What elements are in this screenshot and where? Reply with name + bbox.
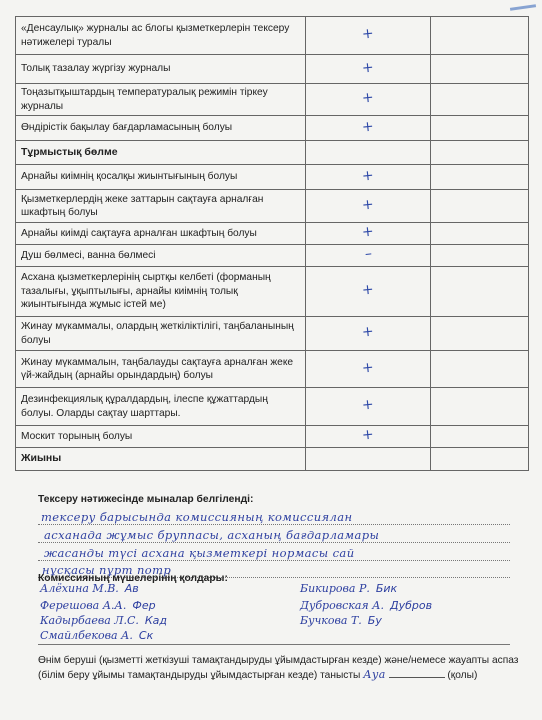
member-signature: Ск xyxy=(138,629,154,642)
member-signature: Ав xyxy=(124,582,139,595)
member-name: Ферешова А.А. xyxy=(40,599,127,612)
member-name: Смайлбекова А. xyxy=(40,629,133,642)
findings-rule xyxy=(38,524,510,525)
findings-handwritten-line: нұсқасы пұрт потр xyxy=(42,563,172,577)
check-mark: + xyxy=(361,223,375,241)
mark-cell xyxy=(306,448,431,471)
checklist-table xyxy=(15,16,529,471)
empty-cell xyxy=(431,84,529,116)
criterion-text: Жинау мүкаммалын, таңбалауды сақтауға арналған жеке үй-жайдың (арнайы орындардың) болуы xyxy=(16,351,306,388)
member-name: Алёхина М.В. xyxy=(40,582,119,595)
checklist-row xyxy=(16,55,529,84)
mark-cell xyxy=(306,245,431,267)
criterion-text: Дезинфекциялық құралдардың, ілеспе құжаттардың болуы. Оларды сақтау шарттары. xyxy=(16,388,306,426)
checklist-row xyxy=(16,165,529,190)
criterion-text: Асхана қызметкерлерінің сыртқы келбеті (форманың тазалығы, ұқыптылығы, арнайы киімнің толық жиынтығында жұмыс істей ме) xyxy=(16,267,306,317)
member-signature: Бик xyxy=(375,582,398,595)
criterion-text: Арнайы киімнің қосалқы жиынтығының болуы xyxy=(16,165,306,190)
mark-cell xyxy=(306,388,431,426)
findings-label: Тексеру нәтижесінде мыналар белгіленді: xyxy=(38,494,254,505)
checklist-row xyxy=(16,351,529,388)
footer-acknowledgement xyxy=(38,654,533,683)
check-mark: + xyxy=(361,323,375,341)
criterion-text: «Денсаулық» журналы ас блогы қызметкерлерін тексеру нәтижелері туралы xyxy=(16,17,306,55)
checklist-row xyxy=(16,267,529,317)
criterion-text: Қызметкерлердің жеке заттарын сақтауға арналған шкафтың болуы xyxy=(16,190,306,223)
mark-cell xyxy=(306,55,431,84)
mark-cell xyxy=(306,190,431,223)
section-row xyxy=(16,448,529,471)
footer-text: Өнім беруші (қызметті жеткізуші тамақтандыруды ұйымдастырған кезде) және/немесе жауапты аспаз (білім беру ұйымы тамақтандыруды ұйымдастырған кезде) танысты xyxy=(38,655,519,681)
footer-suffix: (қолы) xyxy=(447,670,478,681)
member-signature: Кад xyxy=(144,614,168,627)
signature-entry xyxy=(40,582,139,595)
findings-rule xyxy=(38,560,510,561)
section-row xyxy=(16,141,529,165)
criterion-text: Душ бөлмесі, ванна бөлмесі xyxy=(16,245,306,267)
findings-handwritten-line: жасанды түсі асхана қызметкері нормасы сай xyxy=(44,546,355,560)
member-signature: Бу xyxy=(367,614,382,627)
checklist-row xyxy=(16,317,529,351)
mark-cell xyxy=(306,141,431,165)
separator-rule xyxy=(38,644,510,645)
check-mark: + xyxy=(361,25,375,43)
mark-cell xyxy=(306,223,431,245)
mark-cell xyxy=(306,17,431,55)
empty-cell xyxy=(431,245,529,267)
section-title: Жиыны xyxy=(16,448,306,471)
section-title: Тұрмыстық бөлме xyxy=(16,141,306,165)
mark-cell xyxy=(306,267,431,317)
mark-cell xyxy=(306,116,431,141)
criterion-text: Өндірістік бақылау бағдарламасының болуы xyxy=(16,116,306,141)
empty-cell xyxy=(431,165,529,190)
check-mark: + xyxy=(361,359,375,377)
mark-cell xyxy=(306,84,431,116)
mark-cell xyxy=(306,351,431,388)
empty-cell xyxy=(431,55,529,84)
signatures-label: Комиссияның мүшелерінің қолдары: xyxy=(38,573,228,584)
criterion-text: Толық тазалау жүргізу журналы xyxy=(16,55,306,84)
checklist-row xyxy=(16,223,529,245)
checklist-row xyxy=(16,17,529,55)
empty-cell xyxy=(431,267,529,317)
member-signature: Дубров xyxy=(390,599,433,612)
footer-signature: Ауа xyxy=(363,668,386,681)
empty-cell xyxy=(431,190,529,223)
signature-entry xyxy=(300,614,382,627)
member-name: Бикирова Р. xyxy=(300,582,370,595)
member-name: Бучкова Т. xyxy=(300,614,362,627)
checklist-row xyxy=(16,426,529,448)
empty-cell xyxy=(431,141,529,165)
empty-cell xyxy=(431,17,529,55)
mark-cell xyxy=(306,426,431,448)
checklist-row xyxy=(16,116,529,141)
footer-signature-line xyxy=(389,677,445,678)
check-mark: – xyxy=(363,245,373,263)
empty-cell xyxy=(431,448,529,471)
check-mark: + xyxy=(361,396,375,414)
check-mark: + xyxy=(361,118,375,136)
corner-pen-mark xyxy=(510,4,536,11)
criterion-text: Тоңазытқыштардың температуралық режимін тіркеу журналы xyxy=(16,84,306,116)
check-mark: + xyxy=(361,281,375,299)
mark-cell xyxy=(306,165,431,190)
empty-cell xyxy=(431,116,529,141)
checklist-row xyxy=(16,190,529,223)
signature-entry xyxy=(40,629,153,642)
member-name: Кадырбаева Л.С. xyxy=(40,614,139,627)
signature-entry xyxy=(40,599,156,612)
empty-cell xyxy=(431,426,529,448)
empty-cell xyxy=(431,351,529,388)
signature-entry xyxy=(40,614,167,627)
findings-handwritten-line: асханада жұмыс бруппасы, асханың бағдарламары xyxy=(44,528,380,542)
checklist-row xyxy=(16,84,529,116)
criterion-text: Москит торының болуы xyxy=(16,426,306,448)
member-signature: Фер xyxy=(132,599,156,612)
findings-handwritten-line: тексеру барысында комиссияның комиссиялан xyxy=(41,510,353,524)
check-mark: + xyxy=(361,89,375,107)
check-mark: + xyxy=(361,426,375,444)
signature-entry xyxy=(300,599,432,612)
signature-entry xyxy=(300,582,397,595)
empty-cell xyxy=(431,317,529,351)
checklist-row xyxy=(16,245,529,267)
check-mark: + xyxy=(361,167,375,185)
empty-cell xyxy=(431,388,529,426)
checklist-row xyxy=(16,388,529,426)
member-name: Дубровская А. xyxy=(300,599,384,612)
empty-cell xyxy=(431,223,529,245)
check-mark: + xyxy=(361,196,375,214)
findings-rule xyxy=(38,542,510,543)
check-mark: + xyxy=(361,59,375,77)
criterion-text: Арнайы киімді сақтауға арналған шкафтың болуы xyxy=(16,223,306,245)
mark-cell xyxy=(306,317,431,351)
criterion-text: Жинау мүкаммалы, олардың жеткіліктілігі, таңбаланының болуы xyxy=(16,317,306,351)
